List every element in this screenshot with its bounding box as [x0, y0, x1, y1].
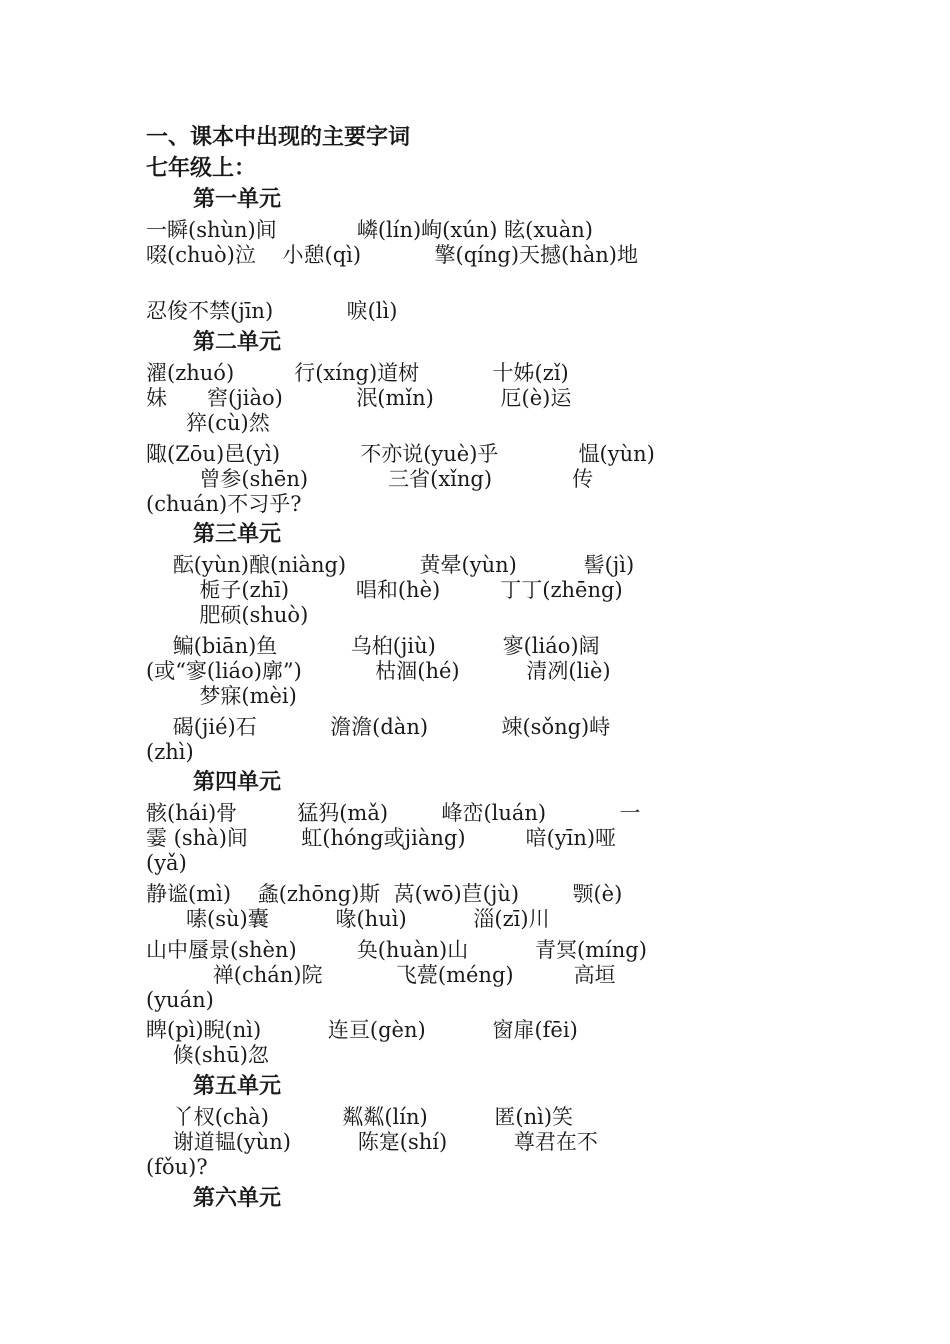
vocab-line: 谢道韫(yùn) 陈寔(shí) 尊君在不 [146, 1130, 598, 1154]
section-heading: 一、课本中出现的主要字词 [146, 124, 411, 150]
vocab-line: (zhì) [146, 740, 194, 764]
vocab-line: 丫杈(chà) 粼粼(lín) 匿(nì)笑 [146, 1105, 574, 1129]
vocab-line: 啜(chuò)泣 小憩(qì) 擎(qíng)天撼(hàn)地 [146, 243, 638, 267]
unit-heading-3: 第三单元 [193, 521, 282, 547]
vocab-line: 山中蜃景(shèn) 奂(huàn)山 青冥(míng) [146, 938, 647, 962]
vocab-line: (或“寥(liáo)廓”) 枯涸(hé) 清冽(liè) [146, 659, 611, 683]
vocab-line: 嗉(sù)囊 喙(huì) 淄(zī)川 [146, 907, 550, 931]
unit-heading-2: 第二单元 [193, 329, 282, 355]
unit-heading-6: 第六单元 [193, 1185, 282, 1211]
vocab-line: 妹 窖(jiào) 泯(mǐn) 厄(è)运 [146, 386, 572, 410]
unit-heading-1: 第一单元 [193, 186, 282, 212]
vocab-line: 陬(Zōu)邑(yì) 不亦说(yuè)乎 愠(yùn) [146, 442, 655, 466]
vocab-line: 鳊(biān)鱼 乌桕(jiù) 寥(liáo)阔 [146, 634, 600, 658]
vocab-line: 濯(zhuó) 行(xíng)道树 十姊(zǐ) [146, 361, 569, 385]
vocab-line: 酝(yùn)酿(niàng) 黄晕(yùn) 髻(jì) [146, 553, 635, 577]
vocab-line: 霎 (shà)间 虹(hóng或jiàng) 喑(yīn)哑 [146, 826, 617, 850]
unit-heading-5: 第五单元 [193, 1073, 282, 1099]
vocab-line: 栀子(zhī) 唱和(hè) 丁丁(zhēng) [146, 578, 623, 602]
vocab-line: 骸(hái)骨 猛犸(mǎ) 峰峦(luán) 一 [146, 801, 641, 825]
vocab-line: (yǎ) [146, 851, 187, 875]
unit-heading-4: 第四单元 [193, 769, 282, 795]
vocab-line: (yuán) [146, 988, 214, 1012]
vocab-line: 曾参(shēn) 三省(xǐng) 传 [146, 467, 594, 491]
vocab-line: 静谧(mì) 螽(zhōng)斯 莴(wō)苣(jù) 颚(è) [146, 882, 623, 906]
vocab-line: 忍俊不禁(jīn) 唳(lì) [146, 299, 398, 323]
vocab-line: 猝(cù)然 [146, 411, 270, 435]
vocab-line: 禅(chán)院 飞甍(méng) 高垣 [146, 963, 616, 987]
vocab-line: 肥硕(shuò) [146, 603, 309, 627]
vocab-line: 睥(pì)睨(nì) 连亘(gèn) 窗扉(fēi) [146, 1018, 578, 1042]
vocab-line: 梦寐(mèi) [146, 684, 297, 708]
vocab-line: (fǒu)? [146, 1155, 208, 1179]
vocab-line: (chuán)不习乎? [146, 492, 302, 516]
vocab-line: 一瞬(shùn)间 嶙(lín)峋(xún) 眩(xuàn) [146, 218, 593, 242]
vocab-line: 倏(shū)忽 [146, 1043, 269, 1067]
vocab-line: 碣(jié)石 澹澹(dàn) 竦(sǒng)峙 [146, 715, 611, 739]
grade-heading: 七年级上： [146, 155, 257, 181]
